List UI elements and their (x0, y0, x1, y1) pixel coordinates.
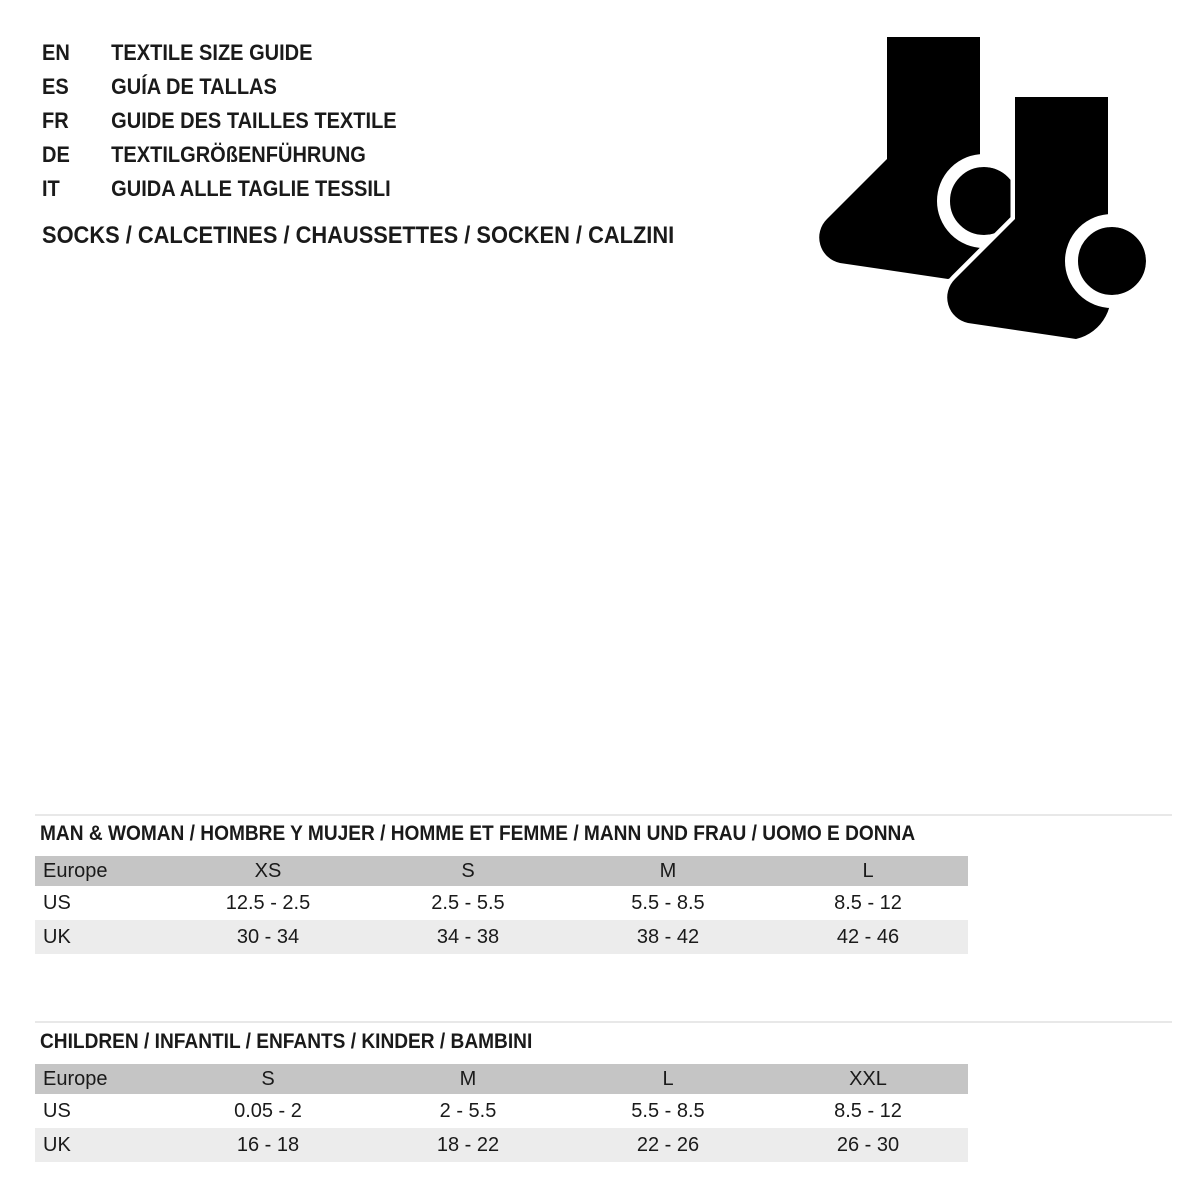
table-row-us (35, 886, 968, 920)
size-cell: 18 - 22 (436, 1134, 500, 1156)
language-code: EN (42, 40, 70, 65)
size-cell: 42 - 46 (836, 926, 900, 948)
table-row-us (35, 1094, 968, 1128)
table-title-children: CHILDREN / INFANTIL / ENFANTS / KINDER / BAMBINI (40, 1030, 533, 1053)
language-row (42, 172, 432, 206)
size-cell: 16 - 18 (236, 1134, 300, 1156)
header-cell-size: S (261, 1068, 275, 1090)
row-label: US (43, 1100, 71, 1122)
header-cell-region: Europe (43, 1068, 108, 1090)
language-label: GUÍA DE TALLAS (111, 74, 277, 99)
language-list (42, 36, 432, 206)
language-label: TEXTILGRÖßENFÜHRUNG (111, 142, 366, 167)
size-cell: 30 - 34 (236, 926, 300, 948)
size-cell: 26 - 30 (836, 1134, 900, 1156)
header-cell-size: XXL (849, 1068, 887, 1090)
language-row (42, 138, 432, 172)
language-label: GUIDE DES TAILLES TEXTILE (111, 108, 397, 133)
section-divider (35, 814, 1172, 816)
table-row-uk (35, 920, 968, 954)
row-label: UK (43, 926, 71, 948)
product-category-title: SOCKS / CALCETINES / CHAUSSETTES / SOCKEN / CALZINI (42, 222, 675, 249)
size-cell: 22 - 26 (636, 1134, 700, 1156)
size-cell: 38 - 42 (636, 926, 700, 948)
table-row-uk (35, 1128, 968, 1162)
language-label: TEXTILE SIZE GUIDE (111, 40, 313, 65)
table-title-man-woman: MAN & WOMAN / HOMBRE Y MUJER / HOMME ET FEMME / MANN UND FRAU / UOMO E DONNA (40, 822, 916, 845)
size-cell: 34 - 38 (436, 926, 500, 948)
header-cell-size: M (459, 1068, 477, 1090)
size-cell: 12.5 - 2.5 (225, 892, 311, 914)
language-row (42, 104, 432, 138)
language-label: GUIDA ALLE TAGLIE TESSILI (111, 176, 391, 201)
size-cell: 0.05 - 2 (234, 1100, 302, 1122)
size-cell: 5.5 - 8.5 (631, 1100, 705, 1122)
size-cell: 2 - 5.5 (439, 1100, 497, 1122)
size-cell: 5.5 - 8.5 (631, 892, 705, 914)
language-code: ES (42, 74, 69, 99)
table-header-row (35, 1064, 968, 1094)
language-code: FR (42, 108, 69, 133)
size-table-children (35, 1064, 968, 1162)
row-label: US (43, 892, 71, 914)
header-cell-size: L (662, 1068, 674, 1090)
header-cell-size: L (862, 860, 874, 882)
size-cell: 8.5 - 12 (834, 1100, 902, 1122)
header-cell-size: XS (254, 860, 282, 882)
size-cell: 2.5 - 5.5 (431, 892, 505, 914)
table-header-row (35, 856, 968, 886)
header-cell-region: Europe (43, 860, 108, 882)
header-cell-size: S (461, 860, 475, 882)
language-code: IT (42, 176, 60, 201)
size-cell: 8.5 - 12 (834, 892, 902, 914)
header-cell-size: M (659, 860, 677, 882)
section-divider (35, 1021, 1172, 1023)
socks-icon (812, 33, 1172, 363)
row-label: UK (43, 1134, 71, 1156)
size-table-man-woman (35, 856, 968, 954)
language-code: DE (42, 142, 70, 167)
language-row (42, 70, 432, 104)
language-row (42, 36, 432, 70)
